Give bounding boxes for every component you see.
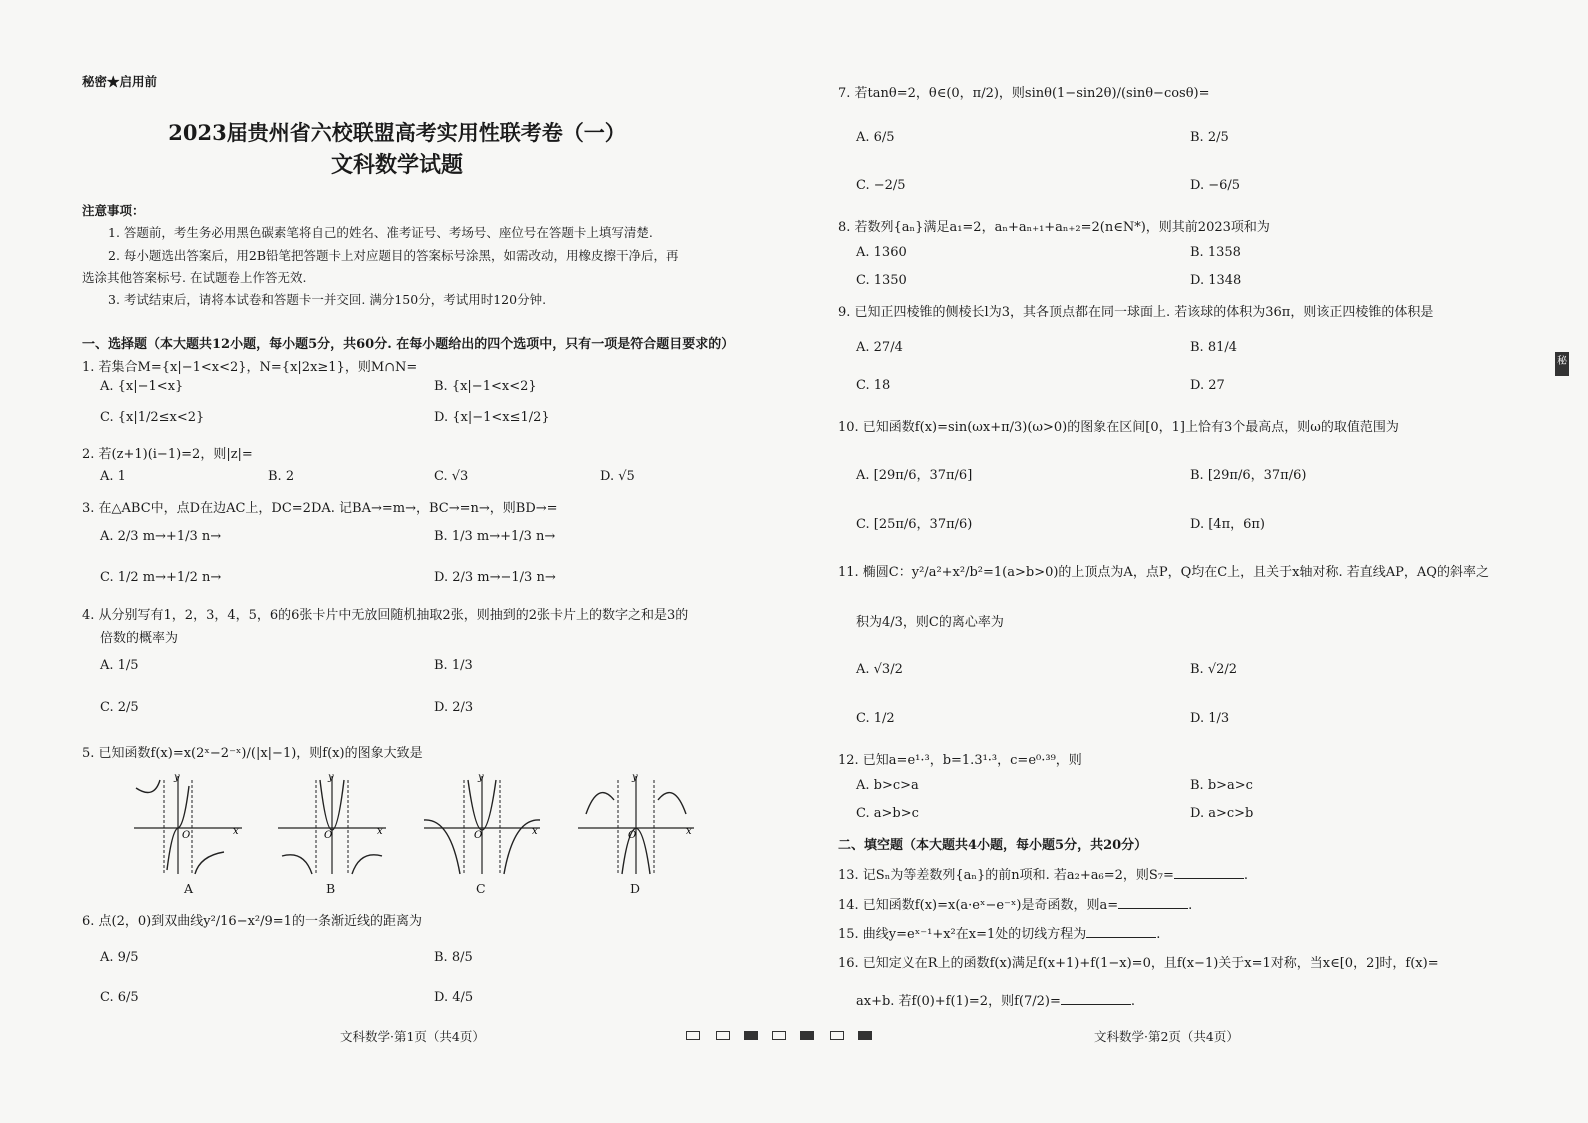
svg-text:y: y [328,772,334,783]
q11-option-b: B. √2/2 [1190,662,1238,677]
exam-subtitle: 文科数学试题 [330,152,463,178]
q10-stem: 10. 已知函数f(x)=sin(ωx+π/3)(ω>0)的图象在区间[0，1]上恰有3个最高点，则ω的取值范围为 [838,420,1399,435]
q1-stem: 1. 若集合M={x|−1<x<2}，N={x|2x≥1}，则M∩N= [82,360,418,375]
svg-text:O: O [628,830,637,841]
q5-graph-a [128,770,248,880]
svg-text:x: x [233,826,239,837]
q11-stem-line1: 11. 椭圆C：y²/a²+x²/b²=1(a>b>0)的上顶点为A，点P，Q均在C上，且关于x轴对称. 若直线AP，AQ的斜率之 [838,565,1489,580]
footer-page-1: 文科数学·第1页（共4页） [340,1029,485,1044]
q4-option-c: C. 2/5 [100,700,139,715]
answer-blank[interactable] [1118,896,1188,909]
registration-mark [772,1031,786,1040]
q5-label-d: D [630,881,641,896]
note-2b: 选涂其他答案标号. 在试题卷上作答无效. [82,270,307,285]
q9-option-d: D. 27 [1190,378,1225,393]
q1-option-c: C. {x|1/2≤x<2} [100,410,205,425]
q10-option-a: A. [29π/6，37π/6] [856,468,973,483]
q10-option-c: C. [25π/6，37π/6) [856,517,973,532]
q2-stem: 2. 若(z+1)(i−1)=2，则|z|= [82,447,253,462]
q7-stem: 7. 若tanθ=2，θ∈(0，π/2)，则sinθ(1−sin2θ)/(sinθ−cosθ)= [838,86,1210,101]
q11-option-a: A. √3/2 [856,662,903,677]
q3-stem: 3. 在△ABC中，点D在边AC上，DC=2DA. 记BA→=m→，BC→=n→，则BD→= [82,501,558,516]
q3-option-a: A. 2/3 m→+1/3 n→ [100,529,222,544]
svg-text:y: y [174,772,180,783]
q4-option-a: A. 1/5 [100,658,139,673]
q5-label-c: C [476,881,486,896]
q6-stem: 6. 点(2，0)到双曲线y²/16−x²/9=1的一条渐近线的距离为 [82,914,422,929]
q4-option-d: D. 2/3 [434,700,474,715]
q10-option-d: D. [4π，6π) [1190,517,1265,532]
footer-page-2: 文科数学·第2页（共4页） [1094,1029,1239,1044]
q8-option-c: C. 1350 [856,273,907,288]
q8-stem: 8. 若数列{aₙ}满足a₁=2，aₙ+aₙ₊₁+aₙ₊₂=2(n∈N*)，则其前2023项和为 [838,220,1270,235]
q3-option-b: B. 1/3 m→+1/3 n→ [434,529,556,544]
q2-option-b: B. 2 [268,469,295,484]
q10-option-b: B. [29π/6，37π/6) [1190,468,1307,483]
q11-option-d: D. 1/3 [1190,711,1230,726]
q7-option-a: A. 6/5 [856,130,895,145]
q13: 13. 记Sₙ为等差数列{aₙ}的前n项和. 若a₂+a₆=2，则S₇= . [838,868,1249,883]
section-1-heading: 一、选择题（本大题共12小题，每小题5分，共60分. 在每小题给出的四个选项中，只有一项是符合题目要求的） [82,337,735,352]
svg-text:x: x [377,826,383,837]
svg-text:O: O [324,830,333,841]
registration-mark [744,1031,758,1040]
q2-option-d: D. √5 [600,469,635,484]
q1-option-a: A. {x|−1<x} [100,379,184,394]
q15: 15. 曲线y=eˣ⁻¹+x²在x=1处的切线方程为 . [838,927,1161,942]
secret-label: 秘密★启用前 [82,74,158,89]
q4-option-b: B. 1/3 [434,658,473,673]
q7-option-b: B. 2/5 [1190,130,1229,145]
svg-text:x: x [532,826,538,837]
svg-text:O: O [182,830,191,841]
q16-line2: ax+b. 若f(0)+f(1)=2，则f(7/2)= . [856,994,1135,1009]
q6-option-a: A. 9/5 [100,950,139,965]
page-2 [794,0,1588,1123]
q14: 14. 已知函数f(x)=x(a·eˣ−e⁻ˣ)是奇函数，则a= . [838,898,1193,913]
q5-graph-b [272,770,392,880]
answer-blank[interactable] [1061,992,1131,1005]
q12-option-b: B. b>a>c [1190,778,1253,793]
q11-stem-line2: 积为4/3，则C的离心率为 [856,615,1004,630]
q5-label-b: B [326,881,336,896]
svg-text:x: x [686,826,692,837]
q6-option-c: C. 6/5 [100,990,139,1005]
q1-option-d: D. {x|−1<x≤1/2} [434,410,550,425]
q12-option-d: D. a>c>b [1190,806,1254,821]
q7-option-d: D. −6/5 [1190,178,1241,193]
q4-stem-line2: 倍数的概率为 [100,631,179,646]
q7-option-c: C. −2/5 [856,178,906,193]
notes-heading: 注意事项： [82,203,145,218]
q9-option-b: B. 81/4 [1190,340,1238,355]
side-tab: 秘 [1555,352,1569,376]
q5-label-a: A [184,881,194,896]
q6-option-d: D. 4/5 [434,990,474,1005]
note-2a: 2. 每小题选出答案后，用2B铅笔把答题卡上对应题目的答案标号涂黑，如需改动，用橡皮擦干净后，再 [108,248,679,263]
q16-line1: 16. 已知定义在R上的函数f(x)满足f(x+1)+f(1−x)=0，且f(x−1)关于x=1对称，当x∈[0，2]时，f(x)= [838,956,1439,971]
section-2-heading: 二、填空题（本大题共4小题，每小题5分，共20分） [838,838,1148,853]
q12-option-c: C. a>b>c [856,806,919,821]
svg-text:y: y [478,772,484,783]
q5-graph-d [574,770,699,880]
q2-option-a: A. 1 [100,469,126,484]
q11-option-c: C. 1/2 [856,711,895,726]
q8-option-d: D. 1348 [1190,273,1242,288]
answer-blank[interactable] [1086,925,1156,938]
q5-stem: 5. 已知函数f(x)=x(2ˣ−2⁻ˣ)/(|x|−1)，则f(x)的图象大致是 [82,746,423,761]
registration-mark [716,1031,730,1040]
svg-text:y: y [632,772,638,783]
q9-stem: 9. 已知正四棱锥的侧棱长l为3，其各顶点都在同一球面上. 若该球的体积为36π，则该正四棱锥的体积是 [838,305,1434,320]
q12-stem: 12. 已知a=e¹·³，b=1.3¹·³，c=e⁰·³⁹，则 [838,753,1082,768]
note-1: 1. 答题前，考生务必用黑色碳素笔将自己的姓名、准考证号、考场号、座位号在答题卡上填写清楚. [108,225,653,240]
q3-option-c: C. 1/2 m→+1/2 n→ [100,570,222,585]
q8-option-a: A. 1360 [856,245,907,260]
q8-option-b: B. 1358 [1190,245,1241,260]
exam-title: 2023届贵州省六校联盟高考实用性联考卷（一） [168,120,626,145]
q9-option-c: C. 18 [856,378,891,393]
q12-option-a: A. b>c>a [856,778,919,793]
answer-blank[interactable] [1174,866,1244,879]
q1-option-b: B. {x|−1<x<2} [434,379,537,394]
registration-mark [686,1031,700,1040]
q9-option-a: A. 27/4 [856,340,903,355]
note-3: 3. 考试结束后，请将本试卷和答题卡一并交回. 满分150分，考试用时120分钟. [108,292,547,307]
svg-text:O: O [474,830,483,841]
q5-graph-c [420,770,545,880]
q6-option-b: B. 8/5 [434,950,473,965]
q3-option-d: D. 2/3 m→−1/3 n→ [434,570,556,585]
q2-option-c: C. √3 [434,469,469,484]
q4-stem-line1: 4. 从分别写有1，2，3，4，5，6的6张卡片中无放回随机抽取2张，则抽到的2张卡片上的数字之和是3的 [82,608,689,623]
